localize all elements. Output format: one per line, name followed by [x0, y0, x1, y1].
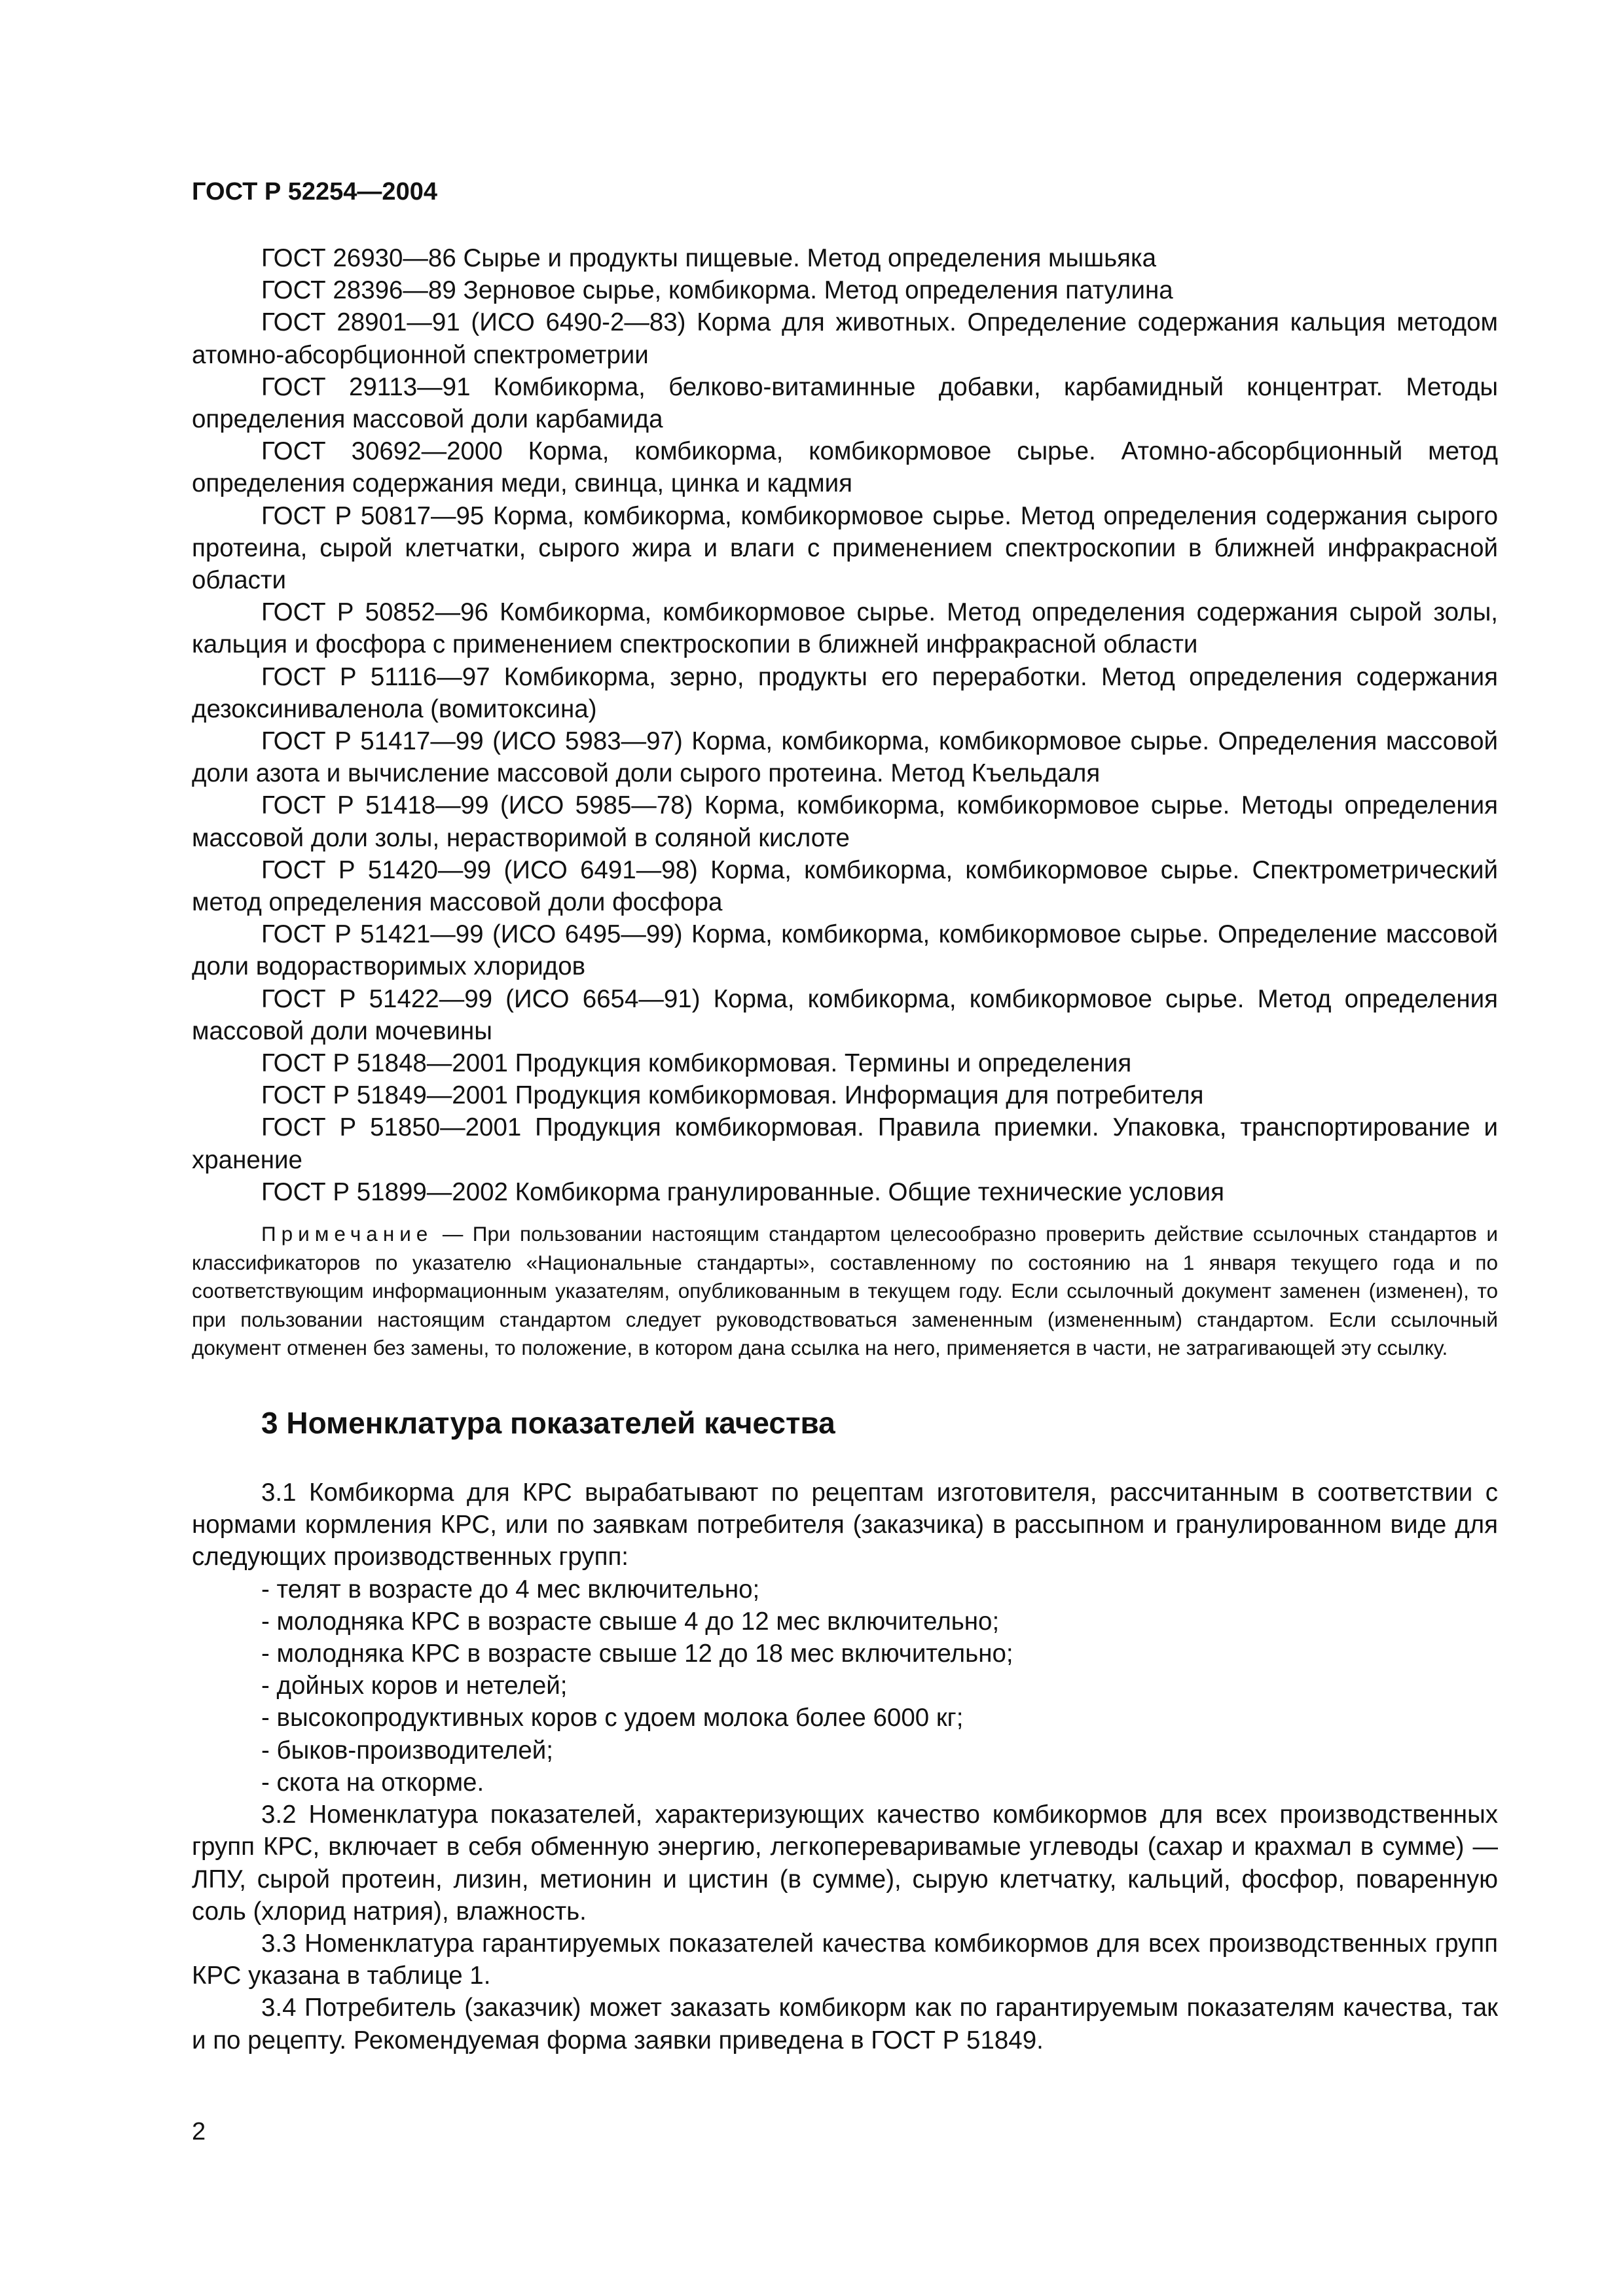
note-paragraph	[192, 1220, 1498, 1363]
clause-3-2: 3.2 Номенклатура показателей, характеризующих качество комбикормов для всех производственных групп КРС, включает в себя обменную энергию, легкопереваривамые углеводы (сахар и крахмал в сумме) — ЛПУ, сырой протеин, лизин, метионин и цистин (в сумме), сырую клетчатку, кальций, фосфор, поваренную соль (хлорид натрия), влажность.	[192, 1801, 1498, 1926]
document-code-header: ГОСТ Р 52254—2004	[192, 178, 437, 206]
note-text: — При пользовании настоящим стандартом целесообразно проверить действие ссылочных стандартов и классификаторов по указателю «Национальные стандарты», составленному по состоянию на 1 января текущего года и по соответствующим информационным указателям, опубликованным в текущем году. Если ссылочный документ заменен (изменен), то при пользовании настоящим стандартом следует руководствоваться замененным (измененным) стандартом. Если ссылочный документ отменен без замены, то положение, в котором дана ссылка на него, применяется в части, не затрагивающей эту ссылку.	[192, 1222, 1498, 1360]
production-groups-list	[192, 1573, 1498, 1799]
list-item: - молодняка КРС в возрасте свыше 4 до 12 мес включительно;	[261, 1607, 1000, 1636]
reference-item: ГОСТ Р 51420—99 (ИСО 6491—98) Корма, комбикорма, комбикормовое сырье. Спектрометрический метод определения массовой доли фосфора	[192, 855, 1498, 917]
list-item: - дойных коров и нетелей;	[261, 1672, 568, 1700]
reference-item: ГОСТ Р 51116—97 Комбикорма, зерно, продукты его переработки. Метод определения содержания дезоксиниваленола (вомитоксина)	[192, 662, 1498, 723]
document-body	[192, 242, 1498, 2056]
reference-item: ГОСТ 26930—86 Сырье и продукты пищевые. Метод определения мышьяка	[261, 244, 1157, 272]
page-number: 2	[192, 2118, 206, 2145]
list-item: - высокопродуктивных коров с удоем молока более 6000 кг;	[261, 1704, 964, 1732]
list-item: - молодняка КРС в возрасте свыше 12 до 18 мес включительно;	[261, 1640, 1013, 1668]
reference-item: ГОСТ 30692—2000 Корма, комбикорма, комбикормовое сырье. Атомно-абсорбционный метод определения содержания меди, свинца, цинка и кадмия	[192, 437, 1498, 498]
list-item: - телят в возрасте до 4 мес включительно;	[261, 1575, 760, 1604]
reference-item: ГОСТ 28396—89 Зерновое сырье, комбикорма. Метод определения патулина	[261, 276, 1173, 305]
reference-item: ГОСТ Р 51848—2001 Продукция комбикормовая. Термины и определения	[261, 1049, 1132, 1078]
clause-3-1: 3.1 Комбикорма для КРС вырабатывают по рецептам изготовителя, рассчитанным в соответствии с нормами кормления КРС, или по заявкам потребителя (заказчика) в рассыпном и гранулированном виде для следующих производственных групп:	[192, 1479, 1498, 1571]
section-title: 3 Номенклатура показателей качества	[261, 1406, 835, 1441]
reference-item: ГОСТ 29113—91 Комбикорма, белково-витаминные добавки, карбамидный концентрат. Методы определения массовой доли карбамида	[192, 372, 1498, 434]
reference-item: ГОСТ Р 51849—2001 Продукция комбикормовая. Информация для потребителя	[261, 1081, 1204, 1110]
reference-item: ГОСТ Р 50852—96 Комбикорма, комбикормовое сырье. Метод определения содержания сырой золы, кальция и фосфора с применением спектроскопии в ближней инфракрасной области	[192, 598, 1498, 659]
clause-3-4: 3.4 Потребитель (заказчик) может заказать комбикорм как по гарантируемым показателям качества, так и по рецепту. Рекомендуемая форма заявки приведена в ГОСТ Р 51849.	[192, 1994, 1498, 2054]
note-label: Примечание	[261, 1222, 433, 1246]
list-item: - скота на откорме.	[261, 1768, 484, 1797]
reference-item: ГОСТ Р 51899—2002 Комбикорма гранулированные. Общие технические условия	[261, 1177, 1224, 1206]
reference-item: ГОСТ Р 51417—99 (ИСО 5983—97) Корма, комбикорма, комбикормовое сырье. Определения массовой доли азота и вычисление массовой доли сырого протеина. Метод Къельдаля	[192, 727, 1498, 788]
list-item: - быков-производителей;	[261, 1736, 554, 1765]
reference-item: ГОСТ 28901—91 (ИСО 6490-2—83) Корма для животных. Определение содержания кальция методом атомно-абсорбционной спектрометрии	[192, 308, 1498, 369]
clause-3-3: 3.3 Номенклатура гарантируемых показателей качества комбикормов для всех производственных групп КРС указана в таблице 1.	[192, 1929, 1498, 1990]
reference-item: ГОСТ Р 51421—99 (ИСО 6495—99) Корма, комбикорма, комбикормовое сырье. Определение массовой доли водорастворимых хлоридов	[192, 920, 1498, 981]
reference-item: ГОСТ Р 51850—2001 Продукция комбикормовая. Правила приемки. Упаковка, транспортирование и хранение	[192, 1113, 1498, 1174]
reference-item: ГОСТ Р 51418—99 (ИСО 5985—78) Корма, комбикорма, комбикормовое сырье. Методы определения массовой доли золы, нерастворимой в соляной кислоте	[192, 791, 1498, 852]
reference-item: ГОСТ Р 51422—99 (ИСО 6654—91) Корма, комбикорма, комбикормовое сырье. Метод определения массовой доли мочевины	[192, 984, 1498, 1045]
reference-item: ГОСТ Р 50817—95 Корма, комбикорма, комбикормовое сырье. Метод определения содержания сырого протеина, сырой клетчатки, сырого жира и влаги с применением спектроскопии в ближней инфракрасной области	[192, 501, 1498, 595]
normative-references-list	[192, 242, 1498, 1208]
